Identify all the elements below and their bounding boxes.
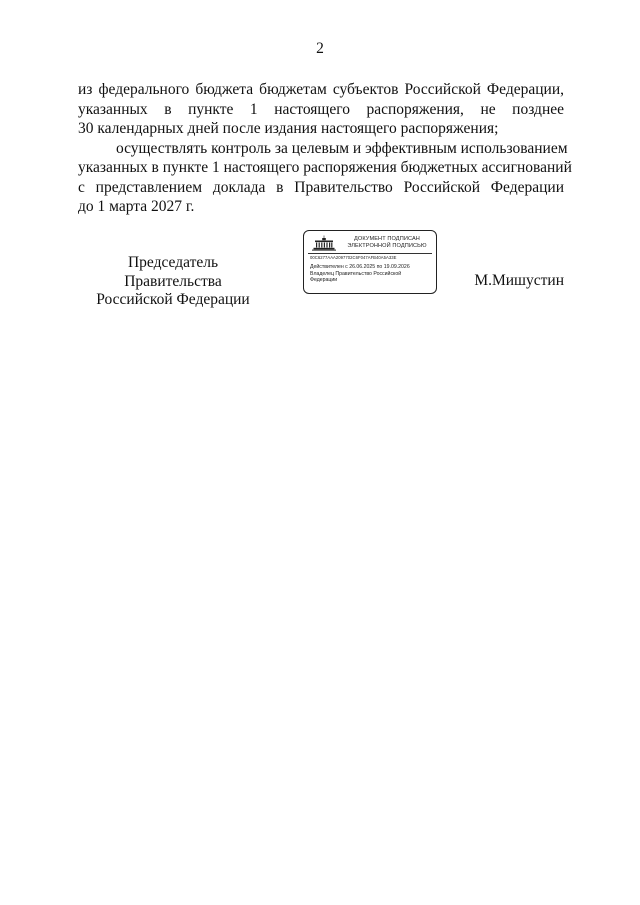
signer-name: М.Мишустин (474, 272, 564, 289)
body-line: указанных в пункте 1 настоящего распоряжения бюджетных ассигнований (78, 159, 572, 176)
government-building-emblem-icon (310, 235, 338, 251)
stamp-owner-line: Владелец Правительство Российской (310, 271, 402, 277)
body-line: 30 календарных дней после издания настоящего распоряжения; (78, 120, 499, 137)
stamp-owner (310, 271, 401, 284)
stamp-validity: Действителен с 26.06.2025 по 19.09.2026 (310, 264, 410, 270)
signer-title-line: Председатель Правительства (124, 254, 222, 290)
electronic-signature-stamp (303, 230, 437, 294)
page-number: 2 (316, 40, 324, 57)
stamp-owner-line: Федерации (310, 277, 338, 284)
stamp-heading-line: ДОКУМЕНТ ПОДПИСАН (354, 236, 420, 242)
stamp-certificate-number: 00C6277AAA2097702C6F047AFB40A5A33E (310, 255, 397, 260)
body-line: указанных в пункте 1 настоящего распоряжения, не позднее (78, 100, 564, 118)
body-line: до 1 марта 2027 г. (78, 198, 195, 215)
signer-title-line: Российской Федерации (96, 291, 250, 308)
stamp-heading (340, 236, 434, 250)
body-line: осуществлять контроль за целевым и эффективным использованием (116, 139, 568, 157)
body-line: с представлением доклада в Правительство Российской Федерации (78, 178, 564, 196)
stamp-divider (308, 253, 432, 254)
signer-title (78, 254, 268, 310)
stamp-heading-line: ЭЛЕКТРОННОЙ ПОДПИСЬЮ (347, 243, 427, 249)
body-line: из федерального бюджета бюджетам субъектов Российской Федерации, (78, 81, 564, 98)
document-body (78, 80, 572, 217)
signature-block (0, 236, 640, 310)
